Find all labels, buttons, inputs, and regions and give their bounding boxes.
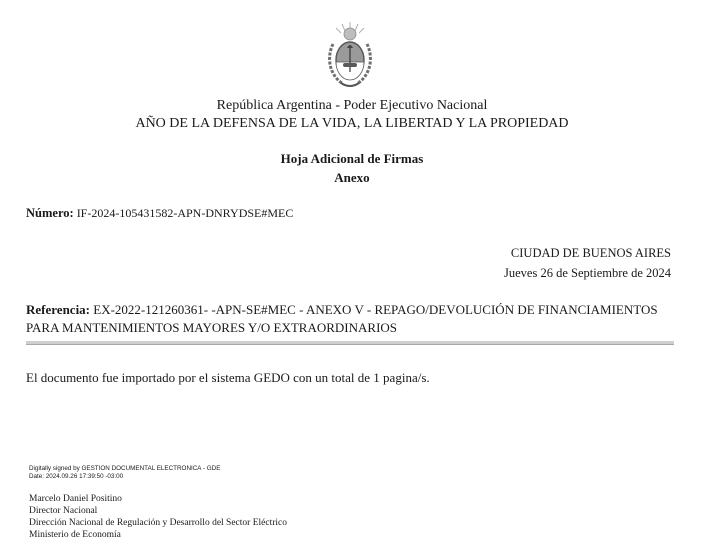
city: CIUDAD DE BUENOS AIRES: [510, 246, 671, 260]
document-title: Hoja Adicional de Firmas: [280, 151, 424, 166]
reference: [26, 301, 678, 337]
divider: [26, 341, 674, 345]
document-number: [26, 206, 293, 221]
digital-signature-date: Date: 2024.09.26 17:39:50 -03:00: [29, 472, 124, 480]
signer-ministry: Ministerio de Economía: [29, 530, 121, 540]
date: Jueves 26 de Septiembre de 2024: [504, 266, 671, 280]
document-number-label: Número:: [26, 206, 74, 220]
signer-role: Director Nacional: [29, 506, 98, 516]
digital-signature-signer: Digitally signed by GESTION DOCUMENTAL ELECTRONICA - GDE: [29, 465, 221, 472]
header-line-government: República Argentina - Poder Ejecutivo Nacional: [216, 98, 488, 113]
document-number-value: IF-2024-105431582-APN-DNRYDSE#MEC: [76, 206, 294, 220]
digital-signature-stamp: [29, 465, 220, 480]
signer-office: Dirección Nacional de Regulación y Desarrollo del Sector Eléctrico: [29, 518, 287, 528]
reference-label: Referencia:: [26, 302, 91, 317]
signer-name: Marcelo Daniel Positino: [29, 494, 122, 504]
import-notice: El documento fue importado por el sistema GEDO con un total de 1 pagina/s.: [26, 370, 430, 385]
header-line-year-motto: AÑO DE LA DEFENSA DE LA VIDA, LA LIBERTAD Y LA PROPIEDAD: [135, 116, 569, 131]
coat-of-arms-icon: [323, 20, 377, 92]
document-subtitle: Anexo: [334, 170, 370, 185]
reference-value: EX-2022-121260361- -APN-SE#MEC - ANEXO V - REPAGO/DEVOLUCIÓN DE FINANCIAMIENTOS PARA MANTENIMIENTOS MAYORES Y/O EXTRAORDINARIOS: [26, 302, 658, 335]
signer-block: [29, 493, 287, 541]
